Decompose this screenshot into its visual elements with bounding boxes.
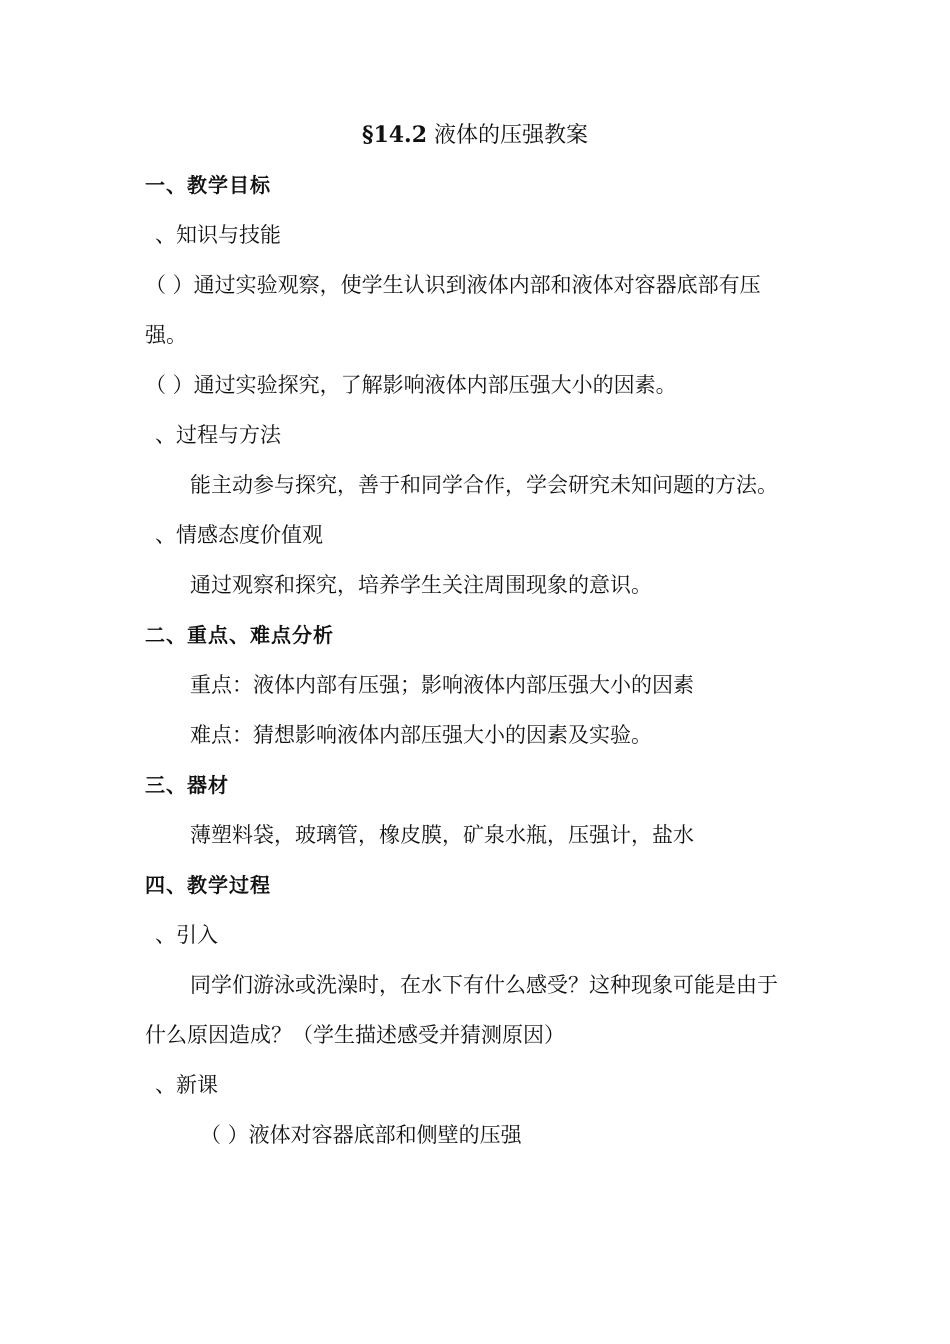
- subheading-introduction: 、引入: [155, 923, 218, 947]
- heading-equipment: 三、器材: [145, 773, 229, 797]
- subheading-new-lesson: 、新课: [155, 1073, 218, 1097]
- paragraph-process: 能主动参与探究，善于和同学合作，学会研究未知问题的方法。: [190, 473, 778, 497]
- subheading-process-method: 、过程与方法: [155, 423, 281, 447]
- heading-key-difficult: 二、重点、难点分析: [145, 623, 334, 647]
- paragraph-goal-1-cont: 强。: [145, 323, 187, 347]
- paragraph-goal-1: （ ）通过实验观察，使学生认识到液体内部和液体对容器底部有压: [145, 273, 761, 297]
- title-text: 液体的压强教案: [434, 123, 589, 148]
- section-number: §14.2: [361, 122, 428, 148]
- paragraph-goal-2: （ ）通过实验探究，了解影响液体内部压强大小的因素。: [145, 373, 677, 397]
- heading-teaching-goals: 一、教学目标: [145, 173, 271, 197]
- paragraph-attitude: 通过观察和探究，培养学生关注周围现象的意识。: [190, 573, 652, 597]
- heading-teaching-process: 四、教学过程: [145, 873, 271, 897]
- subheading-attitude-values: 、情感态度价值观: [155, 523, 323, 547]
- document-title: [0, 120, 950, 150]
- subheading-knowledge-skills: 、知识与技能: [155, 223, 281, 247]
- paragraph-bottom-side-pressure: （ ）液体对容器底部和侧壁的压强: [200, 1123, 522, 1147]
- paragraph-introduction-cont: 什么原因造成？（学生描述感受并猜测原因）: [145, 1023, 565, 1047]
- paragraph-introduction: 同学们游泳或洗澡时，在水下有什么感受？这种现象可能是由于: [190, 973, 778, 997]
- paragraph-difficult-point: 难点：猜想影响液体内部压强大小的因素及实验。: [190, 723, 652, 747]
- paragraph-equipment: 薄塑料袋，玻璃管，橡皮膜，矿泉水瓶，压强计，盐水: [190, 823, 694, 847]
- paragraph-key-point: 重点：液体内部有压强；影响液体内部压强大小的因素: [190, 673, 694, 697]
